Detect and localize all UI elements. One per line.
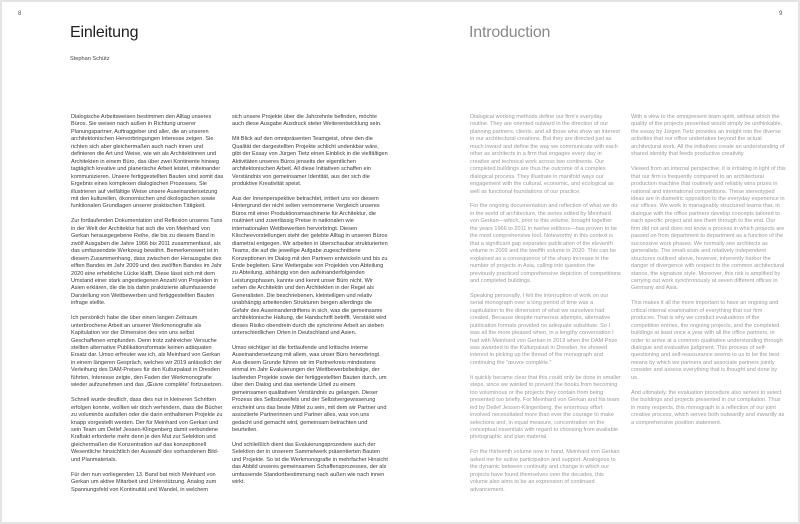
paragraph: Viewed from an internal perspective, it is irritating in light of this that our firm is frequently compared to an architectural production machine that routinely and reliably wins prizes in national and international competitions. These stereotyped ideas are in diametric opposition to the everyday experience in our offices. We work in manageably structured teams that, in dialogue with the office partners develop concepts tailored to each specific project and see them through to the end. Our firm did not and does not know a process in which projects are passed on from department to department as a function of the successive work phases. We normally see architects as generalists. The small-scale and relatively independent structures outlined above, however, inherently harbor the danger of divergence with respect to the common architectural stance, the signature style. Moreover, this risk is amplified by carrying out work synchronously at seven different offices in Germany and Asia. [631, 166, 786, 292]
german-column-1 [71, 114, 224, 501]
paragraph: For the ongoing documentation and reflection of what we do in the world of architecture, the series edited by Meinhard von Gerkan—which, prior to this volume, brought together the years 1966 to 2011 in twelve editions—has proven to be the most comprehensive tool. Noteworthy in this context is that a significant gap separates publication of the eleventh volume in 2009 and the twelfth volume in 2020. This can be explained as a consequence of the sharp increase in the number of projects in Asia, calling into question the previously practiced comprehensive depiction of competitions and completed buildings. [470, 203, 621, 284]
page-title-english: Introduction [469, 24, 551, 41]
paragraph: For the thirteenth volume now in hand, Meinhard von Gerkan asked me for active participation and support. Analogous to the dynamic between continuity and change in which our projects have found themselves over the decades, this volume also aims to be an expression of continued advancement. [470, 449, 620, 493]
paragraph: Ich persönlich habe die über einen langen Zeitraum unterbrochene Arbeit an unserer Werkmonografie als Kapitulation vor der Dimension des von uns selbst Geschaffenen empfunden. Denn trotz zahlreicher Versuche stellten alternative Publikationsformate keinen adäquaten Ersatz dar. Umso erfreuter war ich, als Meinhard von Gerkan in einem längeren Gespräch, welches wir 2019 anlässlich der Verleihung des DAM-Preises für den Kulturpalast in Dresden führten, Interesse zeigte, den Faden der Werkmonografie wieder aufzunehmen und das „Œuvre complète“ fortzusetzen. [71, 315, 223, 389]
german-column-2 [232, 114, 389, 494]
paragraph: Zur fortlaufenden Dokumentation und Reflexion unseres Tuns in der Welt der Architektur hat sich die von Meinhard von Gerkan herausgegebene Reihe, die bis zu diesem Band in zwölf Ausgaben die Jahre 1966 bis 2011 zusammenfasst, als das umfassendste Werkzeug bewährt. Bemerkenswert ist in diesem Zusammenhang, dass zwischen der Herausgabe des elften Bandes im Jahr 2009 und des zwölften Bandes im Jahr 2020 eine erhebliche Lücke klafft. Diese lässt sich mit dem Umstand einer stark angestiegenen Anzahl von Projekten in Asien erklären, die die bis dahin praktizierte allumfassende Darstellung von Wettbewerben und fertiggestellten Bauten infrage stellte. [71, 218, 223, 307]
paragraph: sich unsere Projekte über die Jahrzehnte befinden, möchte auch diese Ausgabe Ausdruck steter Weiterentwicklung sein. [232, 114, 382, 128]
paragraph: Für den nun vorliegenden 13. Band bat mich Meinhard von Gerkan um aktive Mitarbeit und Unterstützung. Analog zum Spannungsfeld von Kontinuität und Wandel, in welchem [71, 471, 217, 493]
paragraph: And ultimately, the evaluation procedure also serves to select the buildings and projects presented in our compilation. Thus in many respects, this monograph is a reflection of our joint creative process, which serves both outwardly and inwardly as a comprehensive position statement. [631, 389, 785, 426]
paragraph: Schnell wurde deutlich, dass dies nur in kleineren Schritten erfolgen konnte, wollten wir doch verhindern, dass die Bücher zu voluminös ausfallen oder die darin enthaltenen Projekte zu knapp vorgestellt werden. Der für Meinhard von Gerkan und sein Team um Detlef Jessen-Klingenberg damit verbundene Kraftakt erforderte mehr denn je den Mut zur Selektion und gleichermaßen die Konzentration auf das konzeptionell Wesentliche hinsichtlich der Auswahl des vorhandenen Bild- und Planmaterials. [71, 397, 223, 463]
author-name: Stephan Schütz [70, 56, 110, 62]
paragraph: Mit Blick auf den omnipräsenten Teamgeist, ohne den die Qualität der dargestellten Projekte schlicht undenkbar wäre, gibt der Essay von Jürgen Tietz einen Einblick in die vielfältigen Aktivitäten unseres Büros jenseits der eigentlichen architektonischen Arbeit. All diese Initiativen schaffen ein Verständnis von gemeinsamer Identität, aus der sich die produktive Kreativität speist. [232, 136, 388, 188]
english-column-2 [631, 114, 786, 434]
paragraph: Aus der Innenperspektive betrachtet, irritiert uns vor diesem Hintergrund der nicht selten vernommene Vergleich unseres Büros mit einer Produktionsmaschinerie für Architektur, die routiniert und zuverlässig Preise in nationalen wie internationalen Wettbewerben hervorbringt. Diesen Klischeevorstellungen steht der gelebte Alltag in unseren Büros diametral entgegen. Wir arbeiten in überschaubar strukturierten Teams, die auf die jeweilige Aufgabe zugeschnittene Konzeptionen im Dialog mit den Partnern entwickeln und bis zu Ende begleiten. Eine Weitergabe von Projekten von Abteilung zu Abteilung, abhängig von den aufeinanderfolgenden Leistungsphasen, kannte und kennt unser Büro nicht. Wir sehen die Architektin und den Architekten in der Regel als Generalisten. Die beschriebenen, kleinteiligen und relativ unabhängig arbeitenden Strukturen bergen allerdings die Gefahr des Auseinanderdriftens in sich, was die gemeinsame architektonische Haltung, die Handschrift betrifft. Verstärkt wird dieses Risiko obendrein durch die synchrone Arbeit an sieben unterschiedlichen Orten in Deutschland und Asien. [232, 195, 388, 337]
paragraph: With a view to the omnipresent team spirit, without which the quality of the projects presented would simply be unthinkable, the essay by Jürgen Tietz provides an insight into the diverse activities that our office undertakes beyond the actual architectural work. All the initiatives create an understanding of shared identity that feeds productive creativity. [631, 114, 785, 158]
page-number-right: 9 [779, 11, 783, 17]
paragraph: Speaking personally, I felt the interruption of work on our serial monograph over a long period of time was a capitulation to the dimension of what we ourselves had created. Because despite numerous attempts, alternative publication formats provided no adequate substitute. So I was all the more pleased when, in a lengthy conversation I had with Meinhard von Gerkan in 2019 when the DAM Prize was awarded to the Kulturpalast in Dresden, he showed interest in picking up the thread of the monograph and continuing the “œuvre complète.” [470, 292, 618, 366]
paragraph: It quickly became clear that this could only be done in smaller steps, since we wanted to prevent the books from becoming too voluminous or the projects they contain from being presented too briefly. For Meinhard von Gerkan and his team led by Detlef Jessen-Klingenberg, the enormous effort involved necessitated more than ever the courage to make selections and, in equal measure, concentration on the conceptual essentials with regard to choosing from available photographic and plan material. [470, 374, 621, 441]
english-column-1 [470, 114, 621, 501]
paragraph: Umso wichtiger ist die fortlaufende und kritische interne Auseinandersetzung mit allem, was unser Büro hervorbringt. Aus diesem Grunde führen wir im Partnerkreis mindestens einmal im Jahr Evaluierungen der Wettbewerbsbeiträge, der laufenden Projekte sowie der fertiggestellten Bauten durch, um über den Dialog und das wertende Urteil zu einem gemeinsamen qualitativen Verständnis zu gelangen. Dieser Prozess des Selbstzweifels und der Selbstvergewisserung erscheint uns das beste Mittel zu sein, mit dem wir Partner und assoziierte Partnerinnen und Partner alles, was von uns gedacht und gemacht wird, gemeinsam betrachten und beurteilen. [232, 345, 387, 433]
paragraph: Und schließlich dient das Evaluierungsprozedere auch der Selektion der in unserem Sammelwerk präsentierten Bauten und Projekte. So ist die Werkmonografie in mehrfacher Hinsicht das Abbild unseres gemeinsamen Schaffensprozesses, der als umfassende Standortbestimmung nach außen wie nach innen wirkt. [232, 441, 388, 486]
paragraph: This makes it all the more important to have an ongoing and critical internal examination of everything that our firm produces. That is why we conduct evaluations of the competition entries, the ongoing projects, and the completed buildings at least once a year with all the office partners, in order to arrive at a common qualitative understanding through dialogue and evaluative judgment. This process of self-questioning and self-reassurance seems to us to be the best means by which we partners and associate partners jointly consider and assess everything that is thought and done by us. [631, 300, 783, 381]
paragraph: Dialogical working methods define our firm's everyday routine. They are oriented outward in the direction of our planning partners, clients, and all those who show an interest in our architectural creations. But they are directed just as much inward and define the way we communicate with each other as architects in a firm that engages every day in creative and technical work across two continents. Our completed buildings are thus the outcome of a complex dialogical process. They illustrate in manifold ways our engagement with the cultural, economic, and ecological as well as functional foundations of our practice. [470, 114, 620, 195]
page-number-left: 8 [18, 11, 22, 17]
page-title-german: Einleitung [70, 24, 139, 41]
paragraph: Dialogische Arbeitsweisen bestimmen den Alltag unseres Büros. Sie weisen nach außen in Richtung unserer Planungspartner, Auftraggeber und aller, die an unseren architektonischen Hervorbringungen Interesse zeigen. Sie richten sich aber gleichermaßen auch nach innen und definieren die Art und Weise, wie wir als Architektinnen und Architekten in einem Büro, das über zwei Kontinente hinweg tagtäglich kreative und planerische Arbeit leistet, miteinander kommunizieren. Unsere fertiggestellten Bauten sind somit das Ergebnis eines komplexen dialogischen Prozesses. Sie illustrieren auf vielfältige Weise unsere Auseinandersetzung mit den kulturellen, ökonomischen und ökologischen sowie funktionalen Grundlagen unserer praktischen Tätigkeit. [71, 114, 224, 210]
